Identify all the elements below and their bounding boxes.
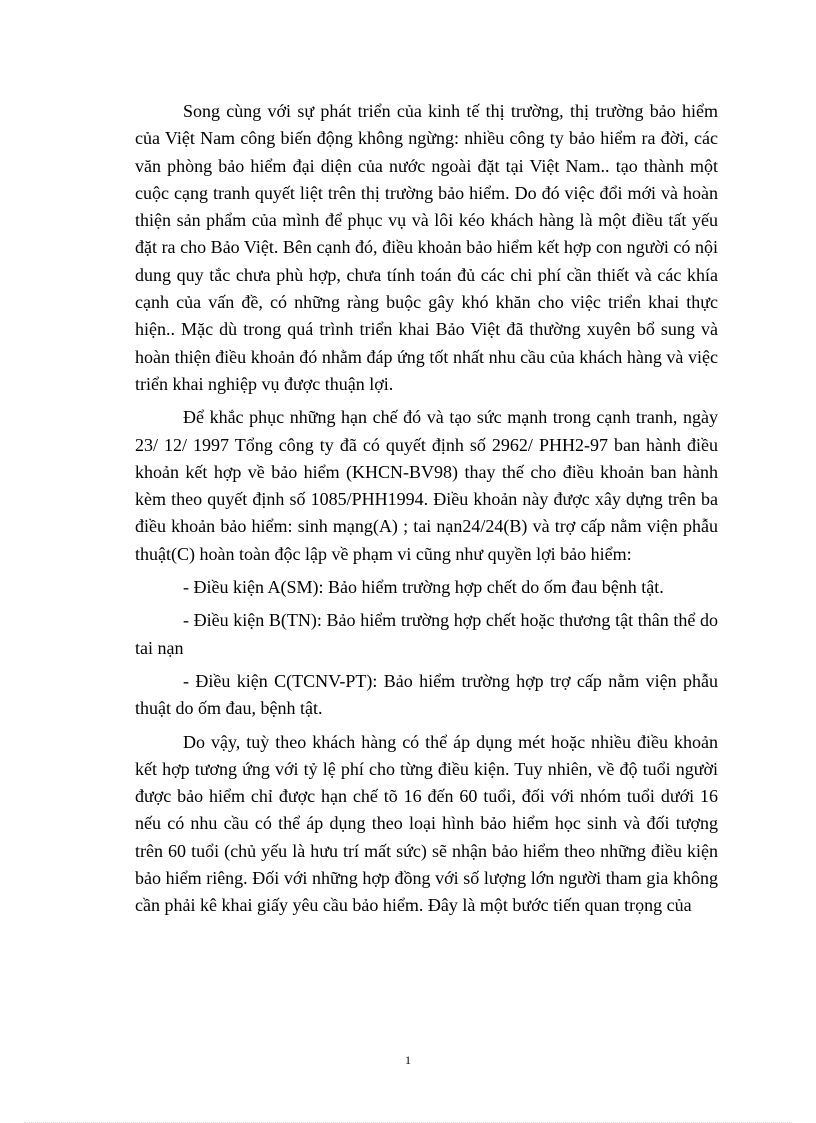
list-item-condition-b: - Điều kiện B(TN): Bảo hiểm trường hợp chết hoặc thương tật thân thể do tai nạn <box>135 610 718 658</box>
paragraph-new-clause: Để khắc phục những hạn chế đó và tạo sức mạnh trong cạnh tranh, ngày 23/ 12/ 1997 Tổng công ty đã có quyết định số 2962/ PHH2-97 ban hành điều khoản kết hợp về bảo hiểm (KHCN-BV98) thay thế cho điều khoản ban hành kèm theo quyết định số 1085/PHH1994. Điều khoản này được xây dựng trên ba điều khoản bảo hiểm: sinh mạng(A) ; tai nạn24/24(B) và trợ cấp nằm viện phẫu thuật(C) hoàn toàn độc lập về phạm vi cũng như quyền lợi bảo hiểm: <box>135 407 718 564</box>
document-body <box>135 98 718 926</box>
paragraph-market-context: Song cùng với sự phát triển của kinh tế thị trường, thị trường bảo hiểm của Việt Nam công biến động không ngừng: nhiều công ty bảo hiểm ra đời, các văn phòng bảo hiểm đại diện của nước ngoài đặt tại Việt Nam.. tạo thành một cuộc cạng tranh quyết liệt trên thị trường bảo hiểm. Do đó việc đổi mới và hoàn thiện sản phẩm của mình để phục vụ và lôi kéo khách hàng là một điều tất yếu đặt ra cho Bảo Việt. Bên cạnh đó, điều khoản bảo hiểm kết hợp con người có nội dung quy tắc chưa phù hợp, chưa tính toán đủ các chi phí cần thiết và các khía cạnh của vấn đề, có những ràng buộc gây khó khăn cho việc triển khai thực hiện.. Mặc dù trong quá trình triển khai Bảo Việt đã thường xuyên bổ sung và hoàn thiện điều khoản đó nhằm đáp ứng tốt nhất nhu cầu của khách hàng và việc triển khai nghiệp vụ được thuận lợi. <box>135 101 718 394</box>
list-item-condition-c: - Điều kiện C(TCNV-PT): Bảo hiểm trường hợp trợ cấp nằm viện phẫu thuật do ốm đau, bệnh tật. <box>135 670 718 719</box>
paragraph-application: Do vậy, tuỳ theo khách hàng có thể áp dụng mét hoặc nhiều điều khoản kết hợp tương ứng với tỷ lệ phí cho từng điều kiện. Tuy nhiên, về độ tuổi người được bảo hiểm chỉ được hạn chế tõ 16 đến 60 tuổi, đối với nhóm tuổi dưới 16 nếu có nhu cầu có thể áp dụng theo loại hình bảo hiểm học sinh và đối tượng trên 60 tuổi (chủ yếu là hưu trí mất sức) sẽ nhận bảo hiểm theo những điều kiện bảo hiểm riêng. Đối với những hợp đồng với số lượng lớn người tham gia không cần phải kê khai giấy yêu cầu bảo hiểm. Đây là một bước tiến quan trọng của <box>135 731 718 916</box>
list-item-condition-a: - Điều kiện A(SM): Bảo hiểm trường hợp chết do ốm đau bệnh tật. <box>183 577 664 598</box>
page-number: 1 <box>405 1053 411 1067</box>
